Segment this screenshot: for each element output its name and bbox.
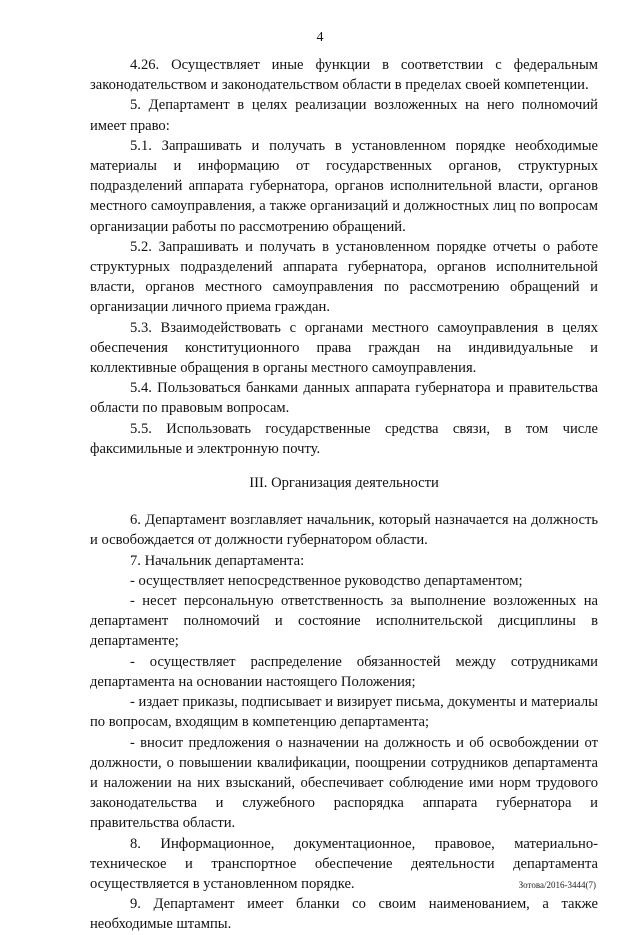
paragraph-7: 7. Начальник департамента: bbox=[130, 552, 305, 569]
paragraph-5-5: 5.5. Использовать государственные средства связи, в том числе факсимильные и электронную почту. bbox=[90, 420, 598, 457]
list-item-personal-responsibility: - несет персональную ответственность за выполнение возложенных на департамент полномочий и состояние исполнительской дисциплины в департаменте; bbox=[90, 593, 598, 650]
paragraph-8: 8. Информационное, документационное, правовое, материально-техническое и транспортное обеспечение деятельности департамента осуществляется в установленном порядке. bbox=[90, 835, 598, 892]
paragraph-5-2: 5.2. Запрашивать и получать в установленном порядке отчеты о работе структурных подразделений аппарата губернатора, органов исполнительной власти, органов местного самоуправления по рассмотрению обращений и организации личного приема граждан. bbox=[90, 238, 598, 316]
paragraph-6: 6. Департамент возглавляет начальник, который назначается на должность и освобождается от должности губернатором области. bbox=[90, 512, 598, 549]
page-number: 4 bbox=[316, 30, 324, 45]
paragraph-4-26: 4.26. Осуществляет иные функции в соответствии с федеральным законодательством и законодательством области в пределах своей компетенции. bbox=[90, 57, 598, 94]
footer-document-code: Зотова/2016-3444(7) bbox=[518, 880, 596, 890]
list-item-orders-signing: - издает приказы, подписывает и визирует письма, документы и материалы по вопросам, входящим в компетенцию департамента; bbox=[90, 694, 598, 731]
paragraph-5: 5. Департамент в целях реализации возложенных на него полномочий имеет право: bbox=[90, 97, 598, 134]
list-item-personnel-proposals: - вносит предложения о назначении на должность и об освобождении от должности, о повышении квалификации, поощрении сотрудников департамента и наложении на них взысканий, обеспечивает соблюдение ими норм трудового законодательства и служебного распорядка аппарата губернатора и правительства области. bbox=[90, 734, 598, 832]
paragraph-9: 9. Департамент имеет бланки со своим наименованием, а также необходимые штампы. bbox=[90, 896, 598, 933]
document-body bbox=[90, 55, 598, 935]
paragraph-5-4: 5.4. Пользоваться банками данных аппарата губернатора и правительства области по правовым вопросам. bbox=[90, 380, 598, 417]
section-heading: III. Организация деятельности bbox=[249, 475, 439, 492]
list-item-direct-management: - осуществляет непосредственное руководство департаментом; bbox=[130, 572, 523, 589]
paragraph-5-3: 5.3. Взаимодействовать с органами местного самоуправления в целях обеспечения конституционного права граждан на индивидуальные и коллективные обращения в органы местного самоуправления. bbox=[90, 319, 598, 377]
list-item-duty-distribution: - осуществляет распределение обязанностей между сотрудниками департамента на основании настоящего Положения; bbox=[90, 653, 598, 690]
paragraph-5-1: 5.1. Запрашивать и получать в установленном порядке необходимые материалы и информацию от государственных органов, структурных подразделений аппарата губернатора, органов исполнительной власти, органов местного самоуправления, а также организаций и должностных лиц по вопросам организации работы по рассмотрению обращений. bbox=[90, 137, 598, 235]
